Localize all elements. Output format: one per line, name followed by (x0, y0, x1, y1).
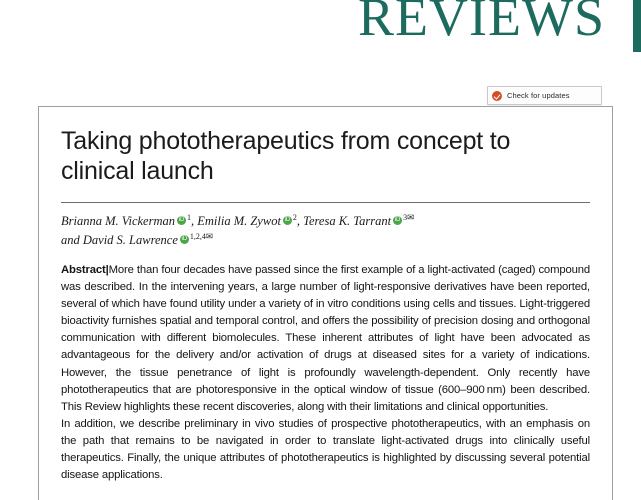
orcid-id-icon[interactable] (283, 216, 292, 225)
banner-accent-bar (633, 0, 641, 52)
crossmark-check-icon (492, 91, 502, 101)
abstract-label: Abstract (61, 263, 106, 276)
abstract-section (61, 262, 590, 485)
orcid-id-icon[interactable] (393, 216, 402, 225)
banner-title: REVIEWS (358, 0, 605, 47)
reviews-banner (0, 0, 641, 58)
title-divider (61, 202, 590, 203)
author-name-2: , Emilia M. Zywot (190, 214, 281, 229)
orcid-id-icon[interactable] (180, 235, 189, 244)
page-title: Taking phototherapeutics from concept to clinical launch (61, 127, 511, 185)
check-for-updates-badge[interactable] (487, 86, 602, 105)
orcid-id-icon[interactable] (177, 216, 186, 225)
author-affiliation-1: 1 (186, 213, 191, 222)
author-affiliation-2: 2 (292, 213, 297, 222)
author-name-4: and David S. Lawrence (61, 233, 178, 248)
author-affiliation-3: 3 (403, 213, 408, 222)
author-list (61, 211, 590, 250)
author-name-3: , Teresa K. Tarrant (296, 214, 392, 229)
abstract-paragraph-2: In addition, we describe preliminary in vivo studies of prospective phototherapeutics, with an emphasis on the path that remains to be navigated in order to translate light-activated drugs into clinically useful therapeutics. Finally, the unique attributes of phototherapeutics is highlighted by discussing several potential disease applications. (61, 417, 590, 482)
envelope-icon[interactable]: ✉ (205, 231, 214, 242)
author-name-1: Brianna M. Vickerman (61, 214, 175, 229)
abstract-separator: | (105, 263, 109, 276)
abstract-paragraph-1 (61, 262, 590, 416)
article-card (38, 106, 613, 500)
envelope-icon[interactable]: ✉ (407, 212, 415, 222)
author-affiliation-4: 1,2,4 (189, 232, 206, 242)
check-for-updates-label: Check for updates (507, 91, 570, 100)
abstract-text-1: More than four decades have passed since the first example of a light-activated (caged) compound was described. In the intervening years, a large number of light-responsive derivatives have been reported, several of which have found utility under a variety of in vitro conditions using cells and tissues. Light-triggered bioactivity furnishes spatial and temporal control, and offers the possibility of precision dosing and orthogonal communication with different biomolecules. These inherent attributes of light have been advocated as advantageous for the delivery and/or activation of drugs at diseased sites for a variety of indications. However, the tissue penetrance of light is profoundly wavelength-dependent. Only recently have phototherapeutics that are photoresponsive in the optical window of tissue (600–900 nm) been described. This Review highlights these recent discoveries, along with their limitations and clinical opportunities. (61, 263, 590, 413)
